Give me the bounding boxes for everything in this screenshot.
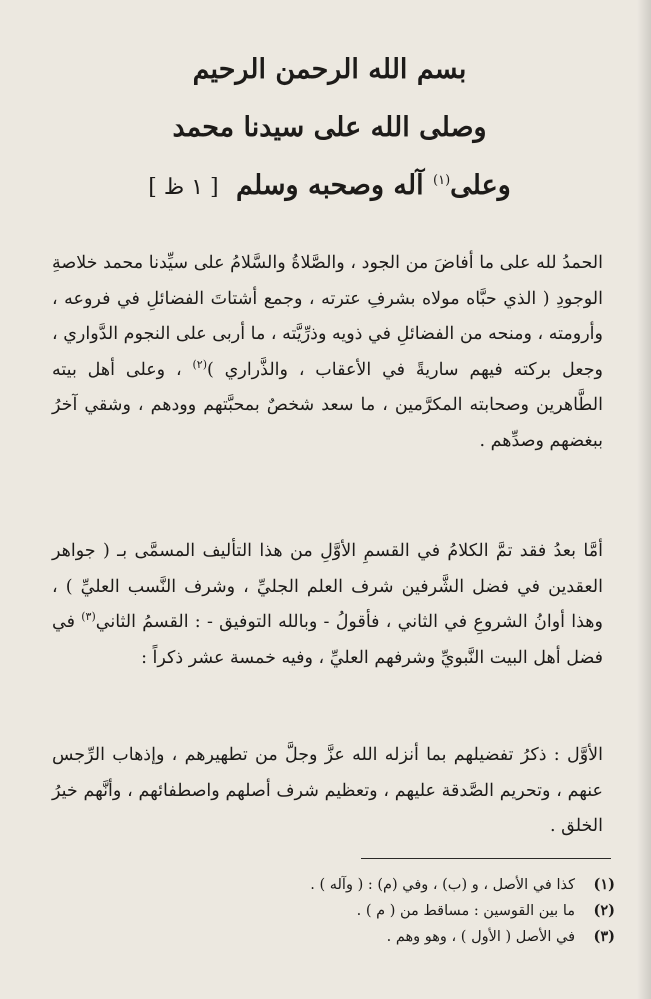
- footnote-marker-1: (١): [433, 173, 451, 188]
- footnote-marker-3: (٣): [81, 610, 96, 624]
- paragraph-praise: [52, 246, 603, 459]
- footnotes: [280, 872, 615, 950]
- salutation-text: وصلى الله على سيدنا محمد: [172, 112, 487, 143]
- basmala-heading: [52, 56, 607, 83]
- footnote-1: [280, 872, 615, 898]
- paragraph-first-mention-text: الأوَّل : ذكرُ تفضيلهم بما أنزله الله عزَّ وجلَّ من تطهيرهم ، وإذهاب الرِّجس عنهم ، وتحريم الصَّدقة عليهم ، وتعظيم شرف أصلهم واصطفائهم ، وأنَّهم خيرُ الخلق .: [52, 745, 603, 836]
- footnote-2: [280, 898, 615, 924]
- heading-line3-end: آله وصحبه وسلم: [236, 170, 424, 201]
- paragraph-first-mention: [52, 738, 603, 845]
- footnote-text: كذا في الأصل ، و (ب) ، وفي (م) : ( وآله ) .: [310, 877, 575, 893]
- paragraph-intro-text-end: في فضل أهل البيت النَّبويِّ وشرفهم العليِّ ، وفيه خمسة عشر ذكراً :: [52, 612, 603, 668]
- footnote-marker-2: (٢): [192, 357, 207, 371]
- paragraph-intro-text: أمَّا بعدُ فقد تمَّ الكلامُ في القسمِ الأوَّلِ من هذا التأليف المسمَّى بـ ( جواهر العقدين في فضل الشَّرفين شرف العلم الجليِّ ، وشرف النَّسب العليِّ ) ، وهذا أوانُ الشروعِ في الثاني ، فأقولُ - وبالله التوفيق - : القسمُ الثاني: [52, 541, 603, 632]
- folio-reference: [ ١ ظ ]: [148, 175, 219, 200]
- paragraph-intro: [52, 534, 603, 676]
- basmala-text: بسم الله الرحمن الرحيم: [192, 54, 467, 85]
- heading-line3-start: وعلى: [450, 170, 511, 201]
- salutation-heading: [52, 114, 607, 141]
- salutation-heading-continued: [52, 172, 607, 199]
- page-edge-shadow: [637, 0, 651, 999]
- footnote-text: ما بين القوسين : مساقط من ( م ) .: [356, 903, 575, 919]
- footnote-number: (٢): [593, 902, 615, 919]
- paragraph-praise-text: الحمدُ لله على ما أفاضَ من الجود ، والصَّلاةُ والسَّلامُ على سيِّدنا محمد خلاصةِ الوجودِ ( الذي حبَّاه مولاه بشرفِ عترته ، وجمع أشتاتَ الفضائلِ في فروعه ، وأرومته ، ومنحه من الفضائلِ في ذويه وذرِّيَّته ، ما أربى على النجوم الدَّواري ، وجعل بركته فيهم ساريةً في الأعقاب ، والذَّراري ): [52, 253, 603, 380]
- footnote-number: (٣): [593, 928, 615, 945]
- footnote-number: (١): [593, 876, 615, 893]
- footnote-text: في الأصل ( الأول ) ، وهو وهم .: [386, 929, 575, 945]
- paragraph-praise-text-end: ، وعلى أهل بيته الطَّاهرين وصحابته المكرَّمين ، ما سعد شخصٌ بمحبَّتهم وودهم ، وشقي آخرُ ببغضهم وصدِّهم .: [52, 359, 603, 451]
- footnote-3: [280, 924, 615, 950]
- footnote-divider: [361, 858, 611, 859]
